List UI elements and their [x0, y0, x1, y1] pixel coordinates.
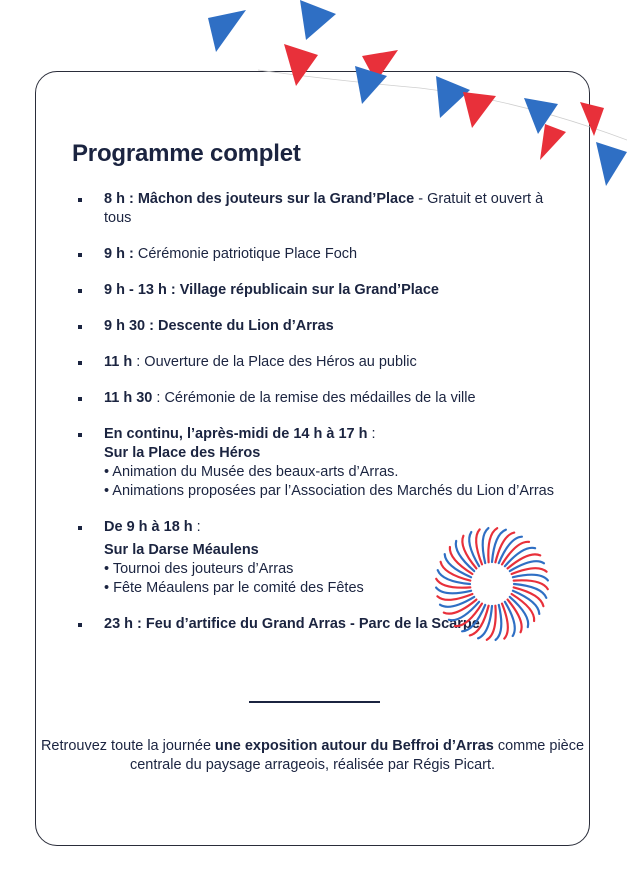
footer-text: Retrouvez toute la journée une exposition autour du Beffroi d’Arras comme pièce centrale du paysage arrageois, réalisée par Régis Picart. [40, 738, 585, 773]
list-item: 9 h : Cérémonie patriotique Place Foch [78, 245, 558, 264]
list-item: 8 h : Mâchon des jouteurs sur la Grand’Place - Gratuit et ouvert à tous [78, 190, 558, 228]
list-item: 11 h 30 : Cérémonie de la remise des médailles de la ville [78, 389, 558, 408]
flag-blue-2 [300, 0, 336, 40]
page-title: Programme complet [72, 140, 301, 167]
list-item: 9 h 30 : Descente du Lion d’Arras [78, 317, 558, 336]
flag-blue-1 [208, 10, 246, 52]
flag-blue-6 [596, 142, 627, 186]
list-item: De 9 h à 18 h : Sur la Darse Méaulens • Tournoi des jouteurs d’Arras • Fête Méaulens par le comité des Fêtes [78, 518, 558, 598]
list-item: 11 h : Ouverture de la Place des Héros au public [78, 353, 558, 372]
list-item: 23 h : Feu d’artifice du Grand Arras - Parc de la Scarpe [78, 615, 558, 634]
list-item: 9 h - 13 h : Village républicain sur la Grand’Place [78, 281, 558, 300]
divider [249, 701, 380, 703]
list-item: En continu, l’après-midi de 14 h à 17 h : Sur la Place des Héros • Animation du Musée des beaux-arts d’Arras. • Animations proposées par l’Association des Marchés du Lion d’Arras [78, 425, 558, 501]
fireworks-icon [430, 522, 554, 646]
